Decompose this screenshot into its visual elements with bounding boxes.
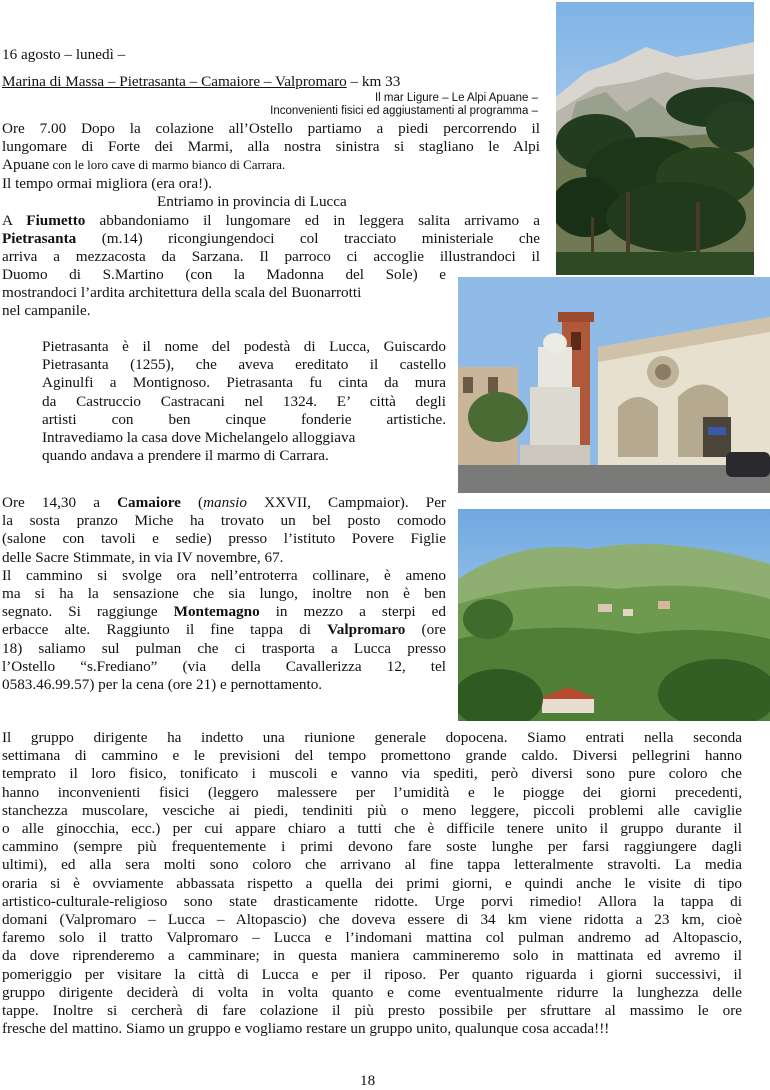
final-line: oraria si è ovviamente abbassata rispetto a quella dei primi giorni, e quindi anche le visite di tipo <box>2 874 742 892</box>
photo-alpi-apuane <box>556 2 754 275</box>
history-line: Pietrasanta (1255), che aveva ereditato il castello <box>42 356 446 374</box>
final-line: faremo solo il tratto Valpromaro – Lucca e l’indomani mattina col pulman andremo ad Altopascio, <box>2 929 742 947</box>
fiumetto-line: Duomo di S.Martino (con la Madonna del Sole) e <box>2 266 446 283</box>
distance-text: – km 33 <box>346 73 401 90</box>
fiumetto-line: arriva a mezzacosta da Sarzana. Il parroco ci accoglie illustrandoci il <box>2 248 540 266</box>
final-line: Il gruppo dirigente ha indetto una riunione generale dopocena. Siamo entrati nella seconda <box>2 729 742 746</box>
subtitle-1: Il mar Ligure – Le Alpi Apuane – <box>374 92 538 104</box>
final-line: tappe. Inoltre si cercherà di fare colazione il più presto possibile per sfruttare al massimo le ore <box>2 1002 742 1020</box>
fiumetto-paragraph-cont <box>2 266 446 321</box>
intro-line: Ore 7.00 Dopo la colazione all’Ostello partiamo a piedi percorrendo il <box>2 120 540 137</box>
route-text: Marina di Massa – Pietrasanta – Camaiore – Valpromaro <box>2 73 347 90</box>
final-line: fresche del mattino. Siamo un gruppo e vogliamo restare un gruppo unito, qualunque cosa accada!!! <box>2 1020 610 1038</box>
camaiore-line: 0583.46.99.57) per la cena (ore 21) e pernottamento. <box>2 676 323 694</box>
final-line: artistico-culturale-religioso sono state drasticamente ridotte. Urge porvi rimedio! Allora la tappa di <box>2 892 742 910</box>
history-line: Pietrasanta è il nome del podestà di Lucca, Guiscardo <box>42 338 446 355</box>
intro-line: Il tempo ormai migliora (era ora!). <box>2 174 213 192</box>
final-line: temprato il loro fisico, tonificato i muscoli e vanno via spediti, però diversi sono pure coloro che <box>2 765 742 783</box>
camaiore-line: (salone con tavoli e sedie) presso l’istituto Povere Figlie <box>2 530 446 548</box>
history-line: Aginulfi a Montignoso. Pietrasanta fu cinta da mura <box>42 374 446 392</box>
final-line: gruppo dirigente deciderà di volta in volta quanto e come eventualmente ridurre la lunghezza delle <box>2 983 742 1001</box>
final-line: hanno inconvenienti fisici (leggero malessere per l’umidità e le piogge dei giorni precedenti, <box>2 783 742 801</box>
camaiore-line: Il cammino si svolge ora nell’entroterra collinare, è ameno <box>2 566 446 584</box>
history-line: quando andava a prendere il marmo di Carrara. <box>42 447 329 465</box>
camaiore-line: delle Sacre Stimmate, in via IV novembre, 67. <box>2 548 284 566</box>
camaiore-line: Ore 14,30 a Camaiore (mansio XXVII, Campmaior). Per <box>2 494 446 511</box>
history-line: da Castruccio Castracani nel 1324. E’ città degli <box>42 392 446 410</box>
camaiore-line: segnato. Si raggiunge Montemagno in mezzo a sterpi ed <box>2 603 446 621</box>
intro-line: Apuane con le loro cave di marmo bianco di Carrara. <box>2 156 286 174</box>
fiumetto-paragraph <box>2 212 540 267</box>
final-line: stanchezza muscolare, vesciche ai piedi, tendiniti più o meno leggere, piccoli problemi alle caviglie <box>2 801 742 819</box>
subtitle-2: Inconvenienti fisici ed aggiustamenti al programma – <box>270 105 538 117</box>
final-line: pomeriggio per visitare la città di Lucca e per il riposo. Per quanto riguarda i giorni successivi, il <box>2 965 742 983</box>
camaiore-line: erbacce alte. Raggiunto il fine tappa di Valpromaro (ore <box>2 621 446 639</box>
camaiore-line: ma si ha la sensazione che sia lungo, inoltre non è ben <box>2 585 446 603</box>
history-line: artisti con ben cinque fonderie artistiche. <box>42 410 446 428</box>
page-number: 18 <box>360 1072 376 1089</box>
intro-line: lungomare di Forte dei Marmi, alla nostra sinistra si stagliano le Alpi <box>2 138 540 156</box>
fiumetto-line: mostrandoci l’ardita architettura della scala del Buonarrotti <box>2 284 362 302</box>
pietrasanta-history <box>42 338 446 465</box>
fiumetto-line: A Fiumetto abbandoniamo il lungomare ed in leggera salita arrivamo a <box>2 212 540 229</box>
final-line: o alle ginocchia, ecc.) per cui appare chiaro a tutti che è difficile tenere unito il gruppo durante il <box>2 820 742 838</box>
fiumetto-line: Pietrasanta (m.14) ricongiungendoci col tracciato ministeriale che <box>2 230 540 248</box>
final-line: settimana di cammino e le previsioni del tempo promettono grande caldo. Diversi pellegrini hanno <box>2 747 742 765</box>
final-line: da dove riprenderemo a camminare; in questa maniera cammineremo solo in mattinata ed avremo il <box>2 947 742 965</box>
final-line: domani (Valpromaro – Lucca – Altopascio) che doveva essere di 34 km viene ridotta a 23 km, cioè <box>2 911 742 929</box>
camaiore-line: 18) saliamo sul pulman che ci trasporta a Lucca presso <box>2 639 446 657</box>
final-line: cammino (sempre più frequentemente i primi devono fare soste lunghe per farsi raggiungere dagli <box>2 838 742 856</box>
date-line: 16 agosto – lunedì – <box>2 46 126 63</box>
fiumetto-line: nel campanile. <box>2 302 91 320</box>
intro-paragraph <box>2 120 540 193</box>
final-paragraph <box>2 729 742 1038</box>
history-line: Intravediamo la casa dove Michelangelo alloggiava <box>42 429 356 447</box>
photo-colline-camaiore <box>458 509 770 721</box>
camaiore-paragraph <box>2 494 446 694</box>
final-line: ultimi), ed alla sera molti sono coloro che arrivano al fine tappa letteralmente stravolti. La media <box>2 856 742 874</box>
route-line <box>2 73 400 91</box>
photo-duomo-pietrasanta <box>458 277 770 493</box>
camaiore-line: l’Ostello “s.Frediano” (via della Cavallerizza 12, tel <box>2 657 446 675</box>
province-heading: Entriamo in provincia di Lucca <box>157 193 347 210</box>
camaiore-line: la sosta pranzo Miche ha trovato un bel posto comodo <box>2 512 446 530</box>
